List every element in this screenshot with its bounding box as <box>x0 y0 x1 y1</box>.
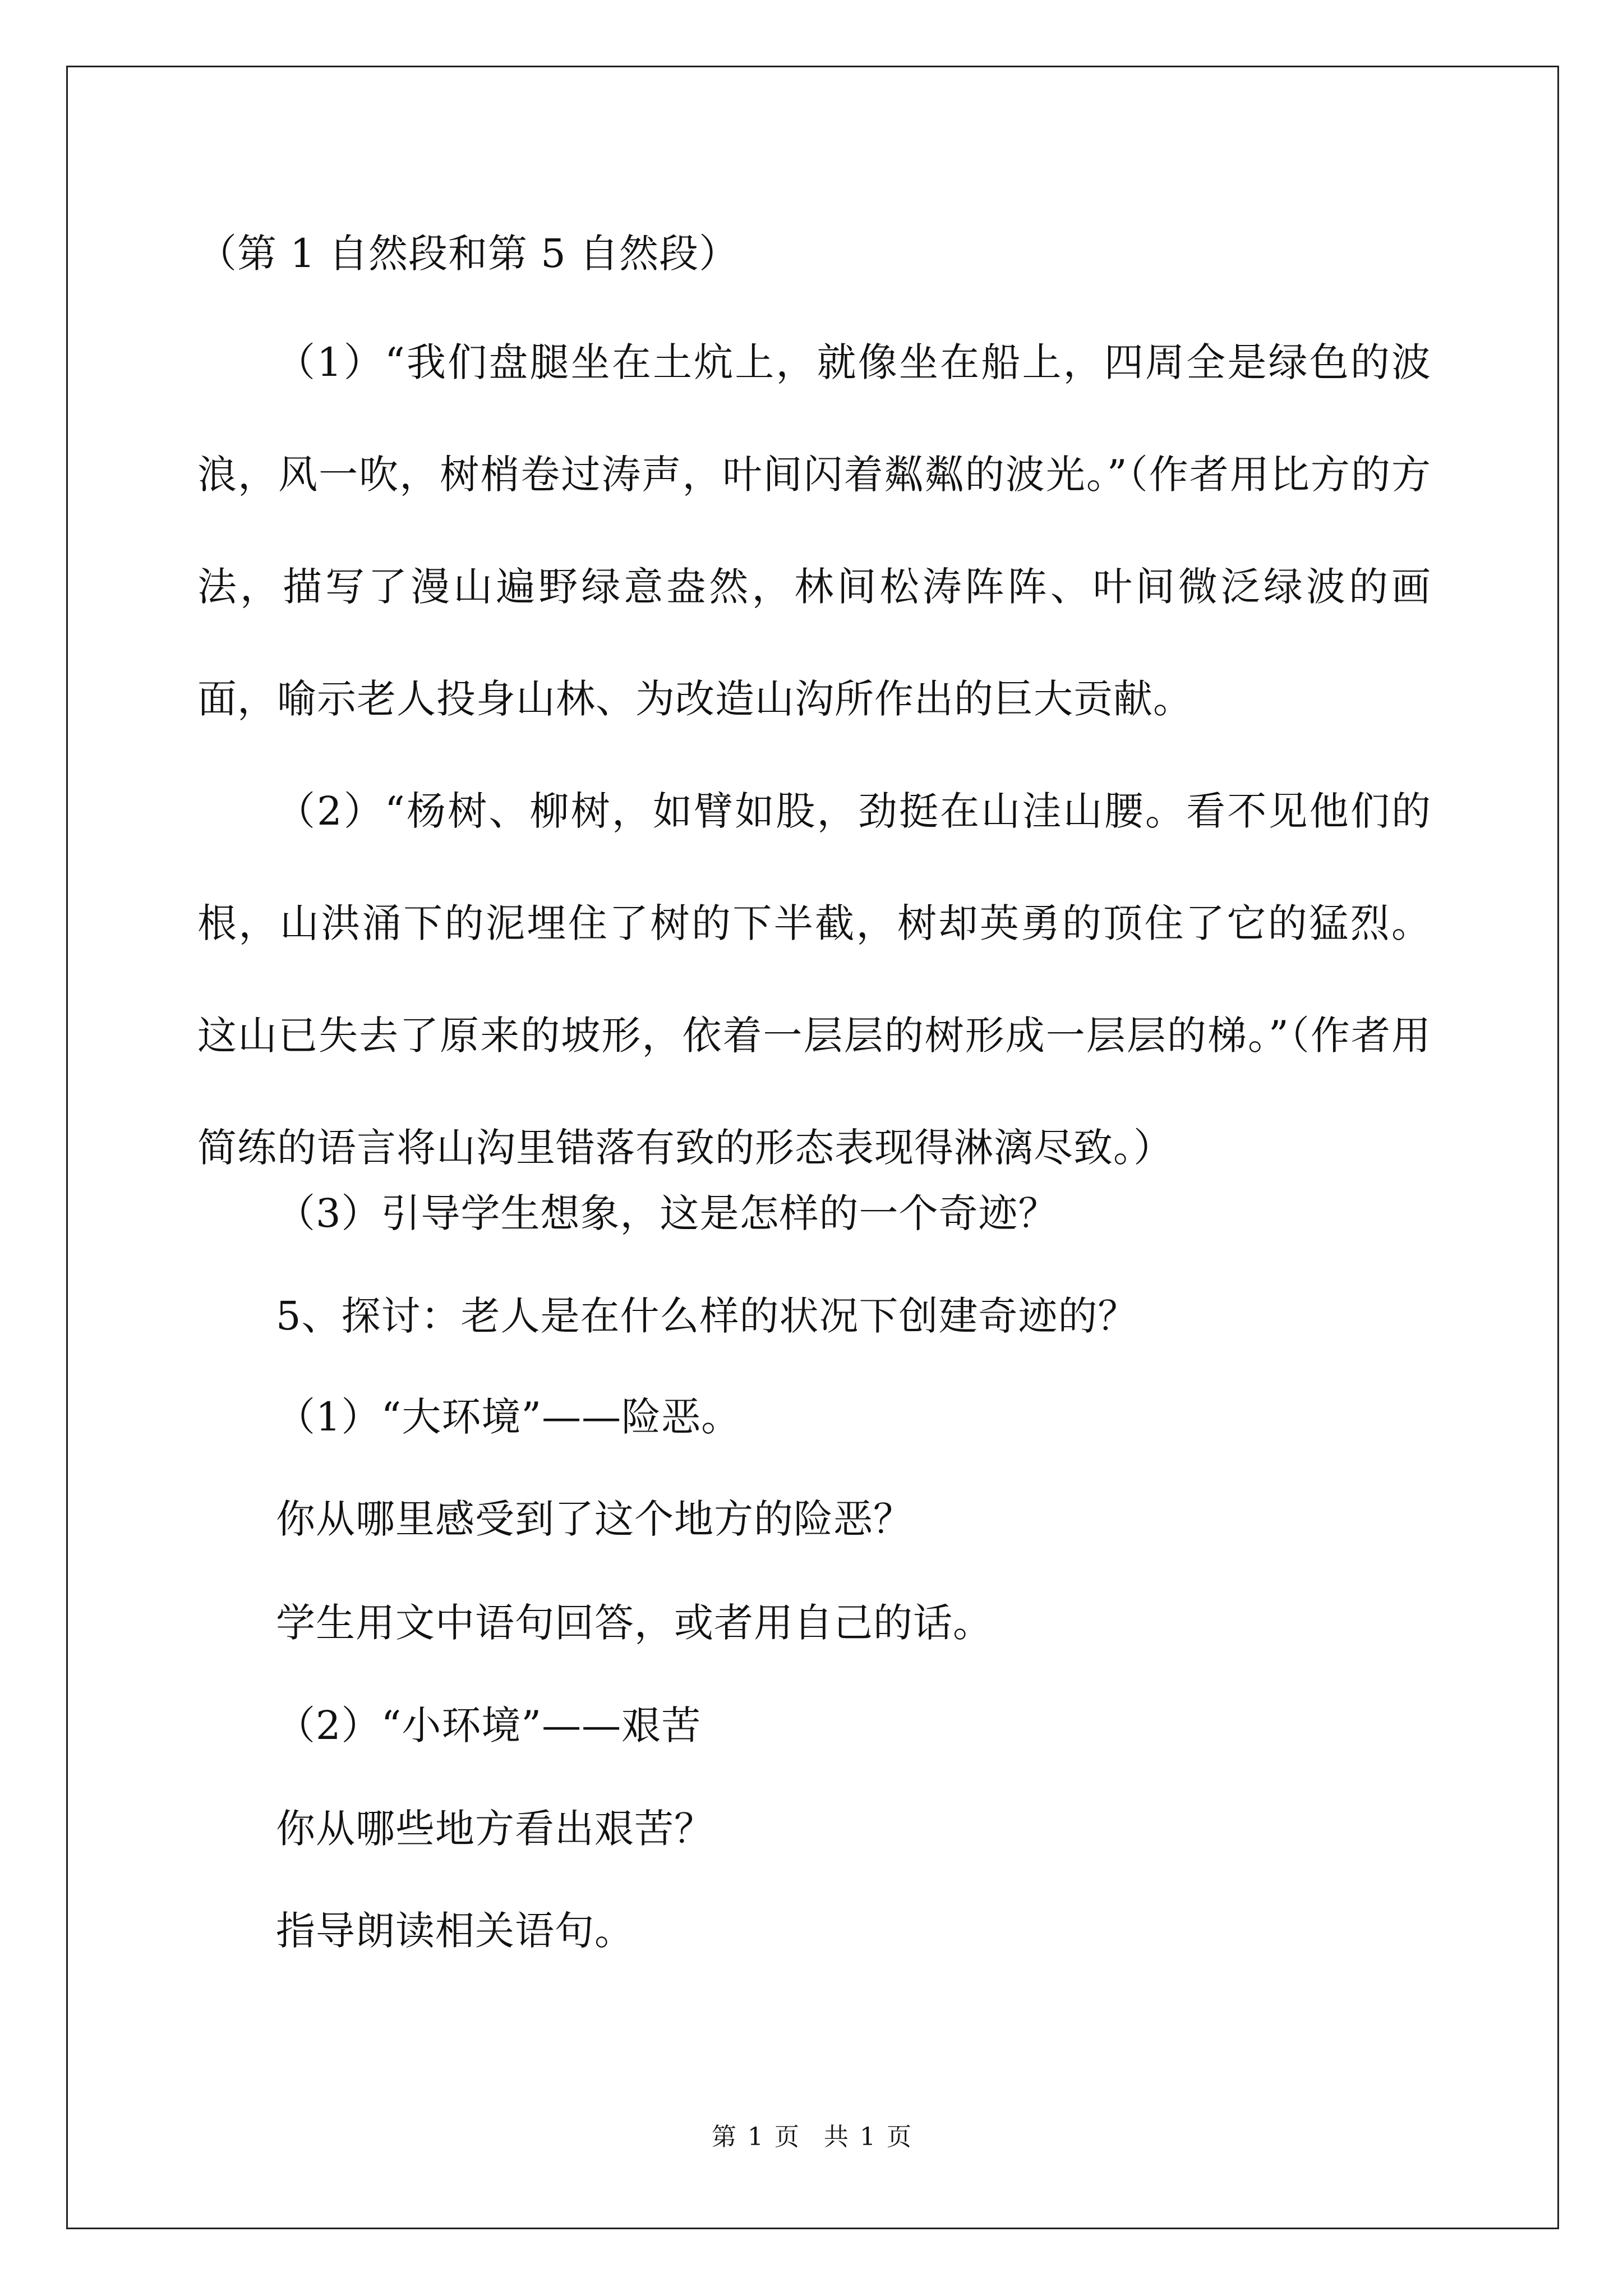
paragraph-question-hardship: 你从哪些地方看出艰苦？ <box>276 1806 714 1852</box>
paragraph-reading-guidance: 指导朗读相关语句。 <box>276 1908 634 1954</box>
paragraph-small-environment: （2）“小环境”——艰苦 <box>276 1703 702 1749</box>
paragraph-imagine-question: （3）引导学生想象，这是怎样的一个奇迹？ <box>276 1190 1058 1236</box>
paragraph-quote-1: （1）“我们盘腿坐在土炕上，就像坐在船上，四周全是绿色的波浪，风一吹，树梢卷过涛声，叶间闪着粼粼的波光。”（作者用比方的方法，描写了漫山遍野绿意盎然，林间松涛阵阵、叶间微泛绿波的画面，喻示老人投身山林、为改造山沟所作出的巨大贡献。 <box>197 339 1431 722</box>
page-footer: 第 1 页 共 1 页 <box>712 2123 911 2151</box>
paragraph-quote-2: （2）“杨树、柳树，如臂如股，劲挺在山洼山腰。看不见他们的根，山洪涌下的泥埋住了树的下半截，树却英勇的顶住了它的猛烈。这山已失去了原来的坡形，依着一层层的树形成一层层的梯。”（作者用简练的语言将山沟里错落有致的形态表现得淋漓尽致。） <box>197 788 1431 1171</box>
paragraph-section-note: （第 1 自然段和第 5 自然段） <box>197 231 739 277</box>
paragraph-step-5: 5、探讨：老人是在什么样的状况下创建奇迹的？ <box>276 1293 1138 1339</box>
paragraph-student-answer: 学生用文中语句回答，或者用自己的话。 <box>276 1600 993 1646</box>
paragraph-question-danger: 你从哪里感受到了这个地方的险恶？ <box>276 1496 913 1542</box>
paragraph-big-environment: （1）“大环境”——险恶。 <box>276 1394 741 1440</box>
